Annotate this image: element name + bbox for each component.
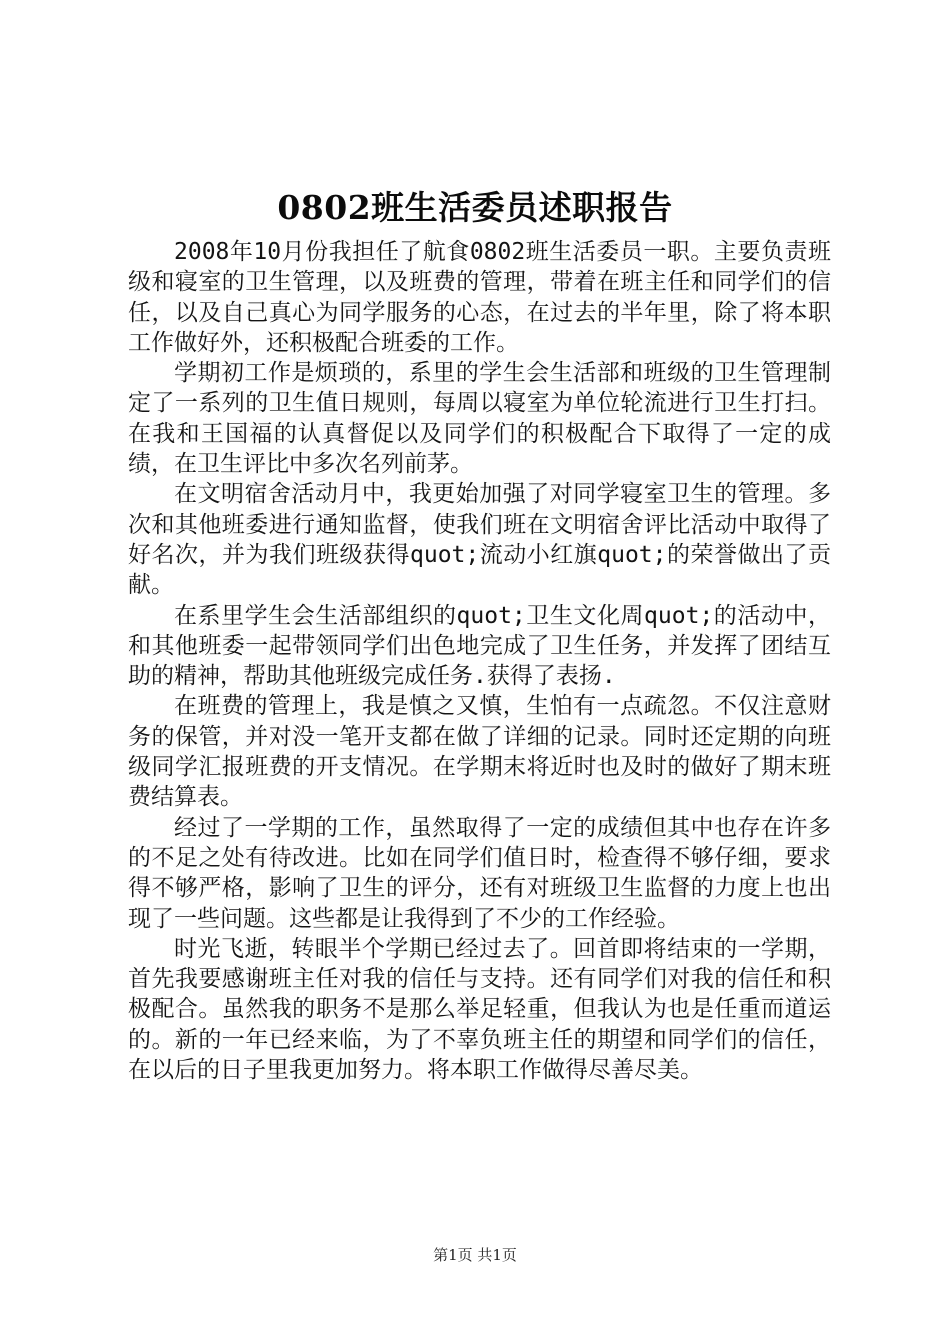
paragraph: 学期初工作是烦琐的，系里的学生会生活部和班级的卫生管理制定了一系列的卫生值日规则，每周以寝室为单位轮流进行卫生打扫。在我和王国福的认真督促以及同学们的积极配合下取得了一定的成绩，在卫生评比中多次名列前茅。 [128,360,831,478]
paragraph: 时光飞逝，转眼半个学期已经过去了。回首即将结束的一学期，首先我要感谢班主任对我的信任与支持。还有同学们对我的信任和积极配合。虽然我的职务不是那么举足轻重，但我认为也是任重而道运的。新的一年已经来临，为了不辜负班主任的期望和同学们的信任，在以后的日子里我更加努力。将本职工作做得尽善尽美。 [128,935,831,1084]
paragraph: 在班费的管理上，我是慎之又慎，生怕有一点疏忽。不仅注意财务的保管，并对没一笔开支都在做了详细的记录。同时还定期的向班级同学汇报班费的开支情况。在学期末将近时也及时的做好了期末班费结算表。 [128,693,831,811]
document-title: 0802班生活委员述职报告 [277,188,673,227]
paragraph: 经过了一学期的工作，虽然取得了一定的成绩但其中也存在许多的不足之处有待改进。比如在同学们值日时，检查得不够仔细，要求得不够严格，影响了卫生的评分，还有对班级卫生监督的力度上也出现了一些问题。这些都是让我得到了不少的工作经验。 [128,814,831,932]
document-body [128,237,831,1085]
paragraph: 在系里学生会生活部组织的quot;卫生文化周quot;的活动中，和其他班委一起带领同学们出色地完成了卫生任务，并发挥了团结互助的精神，帮助其他班级完成任务.获得了表扬. [128,602,831,690]
paragraph: 在文明宿舍活动月中，我更始加强了对同学寝室卫生的管理。多次和其他班委进行通知监督，使我们班在文明宿舍评比活动中取得了好名次，并为我们班级获得quot;流动小红旗quot;的荣誉做出了贡献。 [128,481,831,599]
paragraph: 2008年10月份我担任了航食0802班生活委员一职。主要负责班级和寝室的卫生管理，以及班费的管理，带着在班主任和同学们的信任，以及自己真心为同学服务的心态，在过去的半年里，除了将本职工作做好外，还积极配合班委的工作。 [128,239,831,356]
page-number-footer: 第1页 共1页 [433,1246,517,1264]
